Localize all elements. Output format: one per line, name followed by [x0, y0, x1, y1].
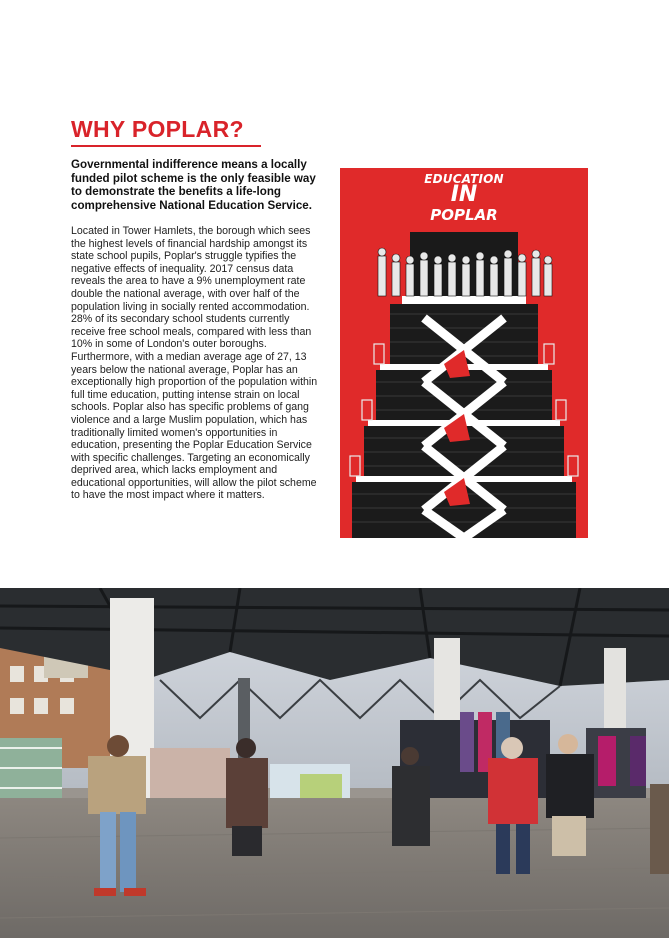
- market-photograph: [0, 588, 669, 938]
- body-paragraph: Located in Tower Hamlets, the borough which sees the highest levels of financial hardship amongst its state school pupils, Poplar's struggle typifies the negative effects of inequality. 2017 census data reveals the area to have a 9% unemployment rate double the national average, with over half of the population living in socially rented accommodation. 28% of its secondary school students currently receive free school meals, compared with less than 10% in some of London's outer boroughs. Furthermore, with a median average age of 27, 13 years below the national average, Poplar has an exceptionally high proportion of the population within full time education, putting intense strain on local schools. Poplar also has specific problems of gang violence and a large Muslim population, which has traditionally limited women's opportunities in education, presenting the Poplar Education Service with specific challenges. Targeting an economically deprived area, which lacks employment and educational opportunities, will allow the pilot scheme to have the most impact where it matters.: [71, 225, 318, 502]
- poster-title-line-1: EDUCATION: [424, 172, 504, 186]
- poster-title-line-3: POPLAR: [430, 206, 498, 224]
- page-heading: WHY POPLAR?: [71, 116, 244, 142]
- poster-title-line-2: IN: [450, 182, 478, 207]
- education-in-poplar-poster: [340, 168, 588, 538]
- market-scene: [0, 588, 669, 938]
- lead-paragraph: Governmental indifference means a locally funded pilot scheme is the only feasible way to demonstrate the benefits a life-long comprehensive National Education Service.: [71, 158, 316, 212]
- heading-underline: [71, 145, 261, 147]
